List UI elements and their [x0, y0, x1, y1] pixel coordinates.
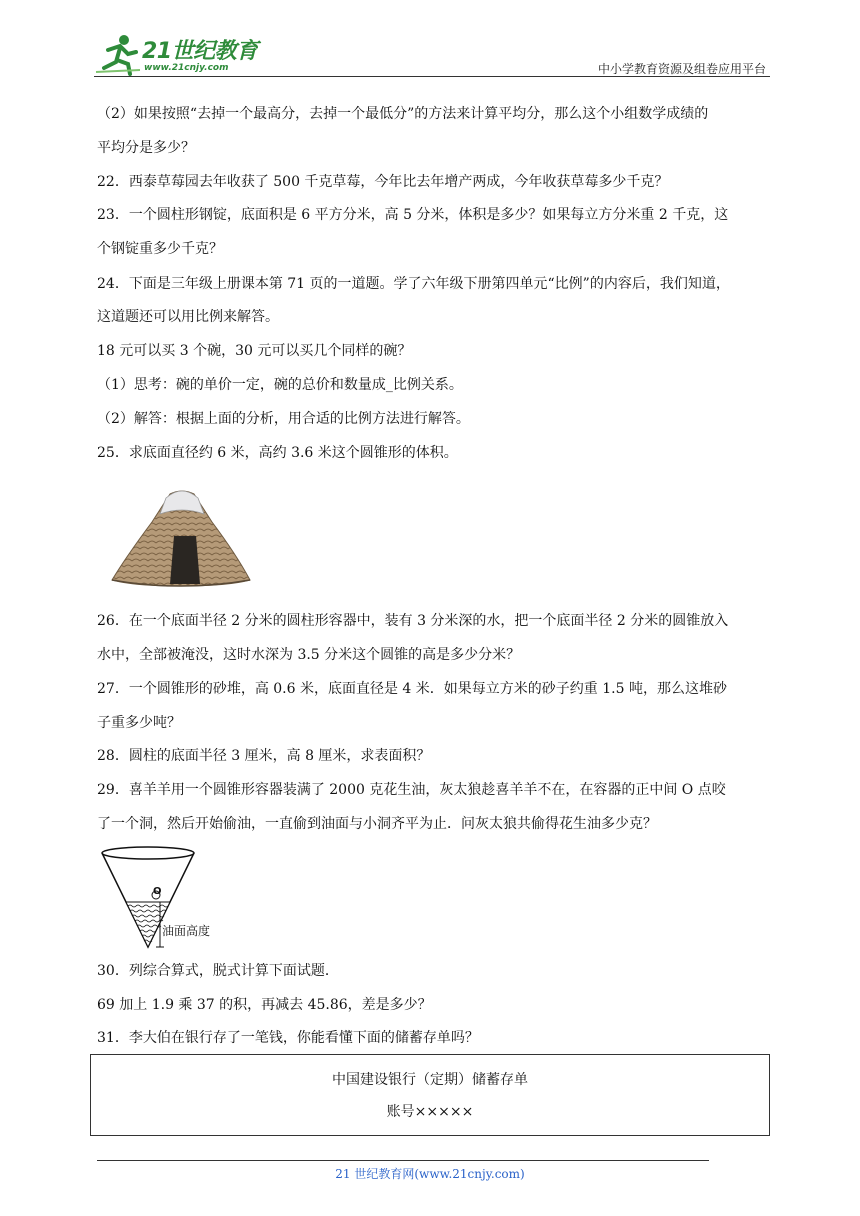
- site-logo[interactable]: [94, 32, 264, 76]
- header-platform-text: 中小学教育资源及组卷应用平台: [597, 62, 766, 76]
- header-divider: [94, 76, 770, 77]
- question-25: 25．求底面直径约 6 米，高约 3.6 米这个圆锥形的体积。: [97, 445, 458, 461]
- bank-slip-account: 账号×××××: [386, 1104, 474, 1120]
- question-24-line2: 这道题还可以用比例来解答。: [97, 309, 279, 325]
- bank-slip-title: 中国建设银行（定期）储蓄存单: [332, 1072, 528, 1088]
- question-26-line2: 水中，全部被淹没，这时水深为 3.5 分米这个圆锥的高是多少分米？: [97, 647, 521, 663]
- logo-text: 21世纪教育: [142, 39, 258, 64]
- question-24-part2: （2）解答：根据上面的分析，用合适的比例方法进行解答。: [97, 411, 470, 427]
- footer-link[interactable]: 21 世纪教育网(www.21cnjy.com): [335, 1167, 525, 1181]
- question-31: 31．李大伯在银行存了一笔钱，你能看懂下面的储蓄存单吗？: [97, 1030, 479, 1046]
- page-header: [94, 30, 770, 78]
- bank-deposit-slip: [90, 1054, 770, 1136]
- runner-logo-icon: [94, 32, 142, 76]
- question-27-line1: 27．一个圆锥形的砂堆，高 0.6 米，底面直径是 4 米．如果每立方米的砂子约重 1.5 吨，那么这堆砂: [97, 681, 727, 697]
- cone-container-figure: [100, 844, 220, 950]
- conical-hut-image: [108, 484, 254, 588]
- footer-divider: [97, 1160, 709, 1161]
- question-24-part1: （1）思考：碗的单价一定，碗的总价和数量成_比例关系。: [97, 377, 463, 393]
- question-22: 22．西泰草莓园去年收获了 500 千克草莓，今年比去年增产两成，今年收获草莓多少千克？: [97, 174, 669, 190]
- oil-height-label: 油面高度: [162, 924, 211, 938]
- question-24-line1: 24．下面是三年级上册课本第 71 页的一道题。学了六年级下册第四单元“比例”的内容后，我们知道，: [97, 276, 730, 292]
- question-21-part2-line1: （2）如果按照“去掉一个最高分，去掉一个最低分”的方法来计算平均分，那么这个小组数学成绩的: [97, 106, 709, 122]
- logo-url: www.21cnjy.com: [144, 63, 229, 73]
- question-30: 30．列综合算式，脱式计算下面试题．: [97, 963, 339, 979]
- cone-point-label: O: [153, 886, 162, 897]
- question-29-line2: 了一个洞，然后开始偷油，一直偷到油面与小洞齐平为止．问灰太狼共偷得花生油多少克？: [97, 816, 657, 832]
- question-27-line2: 子重多少吨？: [97, 715, 181, 731]
- question-30-problem: 69 加上 1.9 乘 37 的积，再减去 45.86，差是多少？: [97, 997, 432, 1013]
- question-23-line1: 23．一个圆柱形钢锭，底面积是 6 平方分米，高 5 分米，体积是多少？如果每立方分米重 2 千克，这: [97, 207, 729, 223]
- question-26-line1: 26．在一个底面半径 2 分米的圆柱形容器中，装有 3 分米深的水，把一个底面半径 2 分米的圆锥放入: [97, 613, 729, 629]
- question-29-line1: 29．喜羊羊用一个圆锥形容器装满了 2000 克花生油，灰太狼趁喜羊羊不在，在容器的正中间 O 点咬: [97, 782, 726, 798]
- question-23-line2: 个钢锭重多少千克？: [97, 241, 223, 257]
- question-21-part2-line2: 平均分是多少？: [97, 140, 195, 156]
- question-28: 28．圆柱的底面半径 3 厘米，高 8 厘米，求表面积？: [97, 748, 431, 764]
- question-24-problem: 18 元可以买 3 个碗，30 元可以买几个同样的碗？: [97, 343, 412, 359]
